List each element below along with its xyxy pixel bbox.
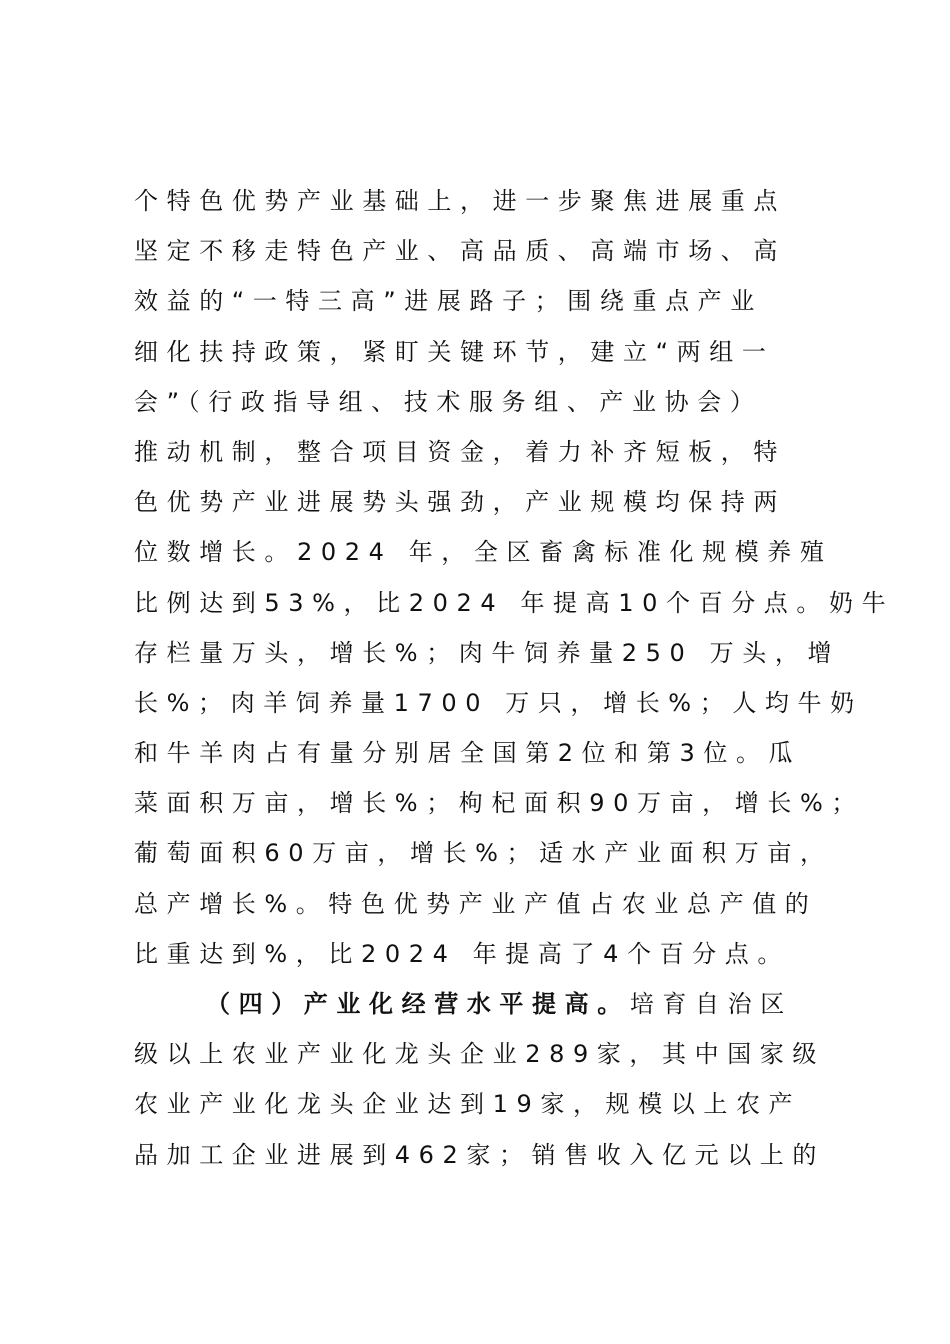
text-line: 和牛羊肉占有量分别居全国第2位和第3位。瓜 <box>134 739 802 768</box>
text-line: 级以上农业产业化龙头企业289家，其中国家级 <box>134 1040 826 1069</box>
text-line: 推动机制，整合项目资金，着力补齐短板，特 <box>134 437 786 466</box>
text-line: 效益的“一特三高”进展路子；围绕重点产业 <box>134 287 763 316</box>
text-line: 存栏量万头，增长%；肉牛饲养量250 万头，增 <box>134 638 841 667</box>
section-4-heading: （四）产业化经营水平提高。 <box>206 990 630 1018</box>
text-line: 细化扶持政策，紧盯关键环节，建立“两组一 <box>134 337 775 366</box>
text-line: 比重达到%，比2024 年提高了4个百分点。 <box>134 939 790 968</box>
text-line: 总产增长%。特色优势产业产值占农业总产值的 <box>134 889 818 918</box>
text-line: 比例达到53%，比2024 年提高10个百分点。奶牛 <box>134 588 895 617</box>
body-text <box>134 176 895 1180</box>
section-4-first-line-text: 培育自治区 <box>629 990 793 1018</box>
text-line: 个特色优势产业基础上，进一步聚焦进展重点 <box>134 187 786 215</box>
text-line: 位数增长。2024 年，全区畜禽标准化规模养殖 <box>134 538 833 567</box>
text-line: 菜面积万亩，增长%；枸杞面积90万亩，增长%； <box>134 789 864 818</box>
text-line: 品加工企业进展到462家；销售收入亿元以上的 <box>134 1140 826 1169</box>
text-line: 农业产业化龙头企业达到19家，规模以上农产 <box>134 1090 802 1119</box>
section-4-first-line <box>134 979 824 1029</box>
text-line: 长%；肉羊饲养量1700 万只，增长%；人均牛奶 <box>134 688 863 717</box>
text-line: 会”（行政指导组、技术服务组、产业协会） <box>134 387 763 416</box>
text-line: 坚定不移走特色产业、高品质、高端市场、高 <box>134 237 786 266</box>
text-line: 色优势产业进展势头强劲，产业规模均保持两 <box>134 488 786 517</box>
text-line: 葡萄面积60万亩，增长%；适水产业面积万亩， <box>134 839 833 868</box>
